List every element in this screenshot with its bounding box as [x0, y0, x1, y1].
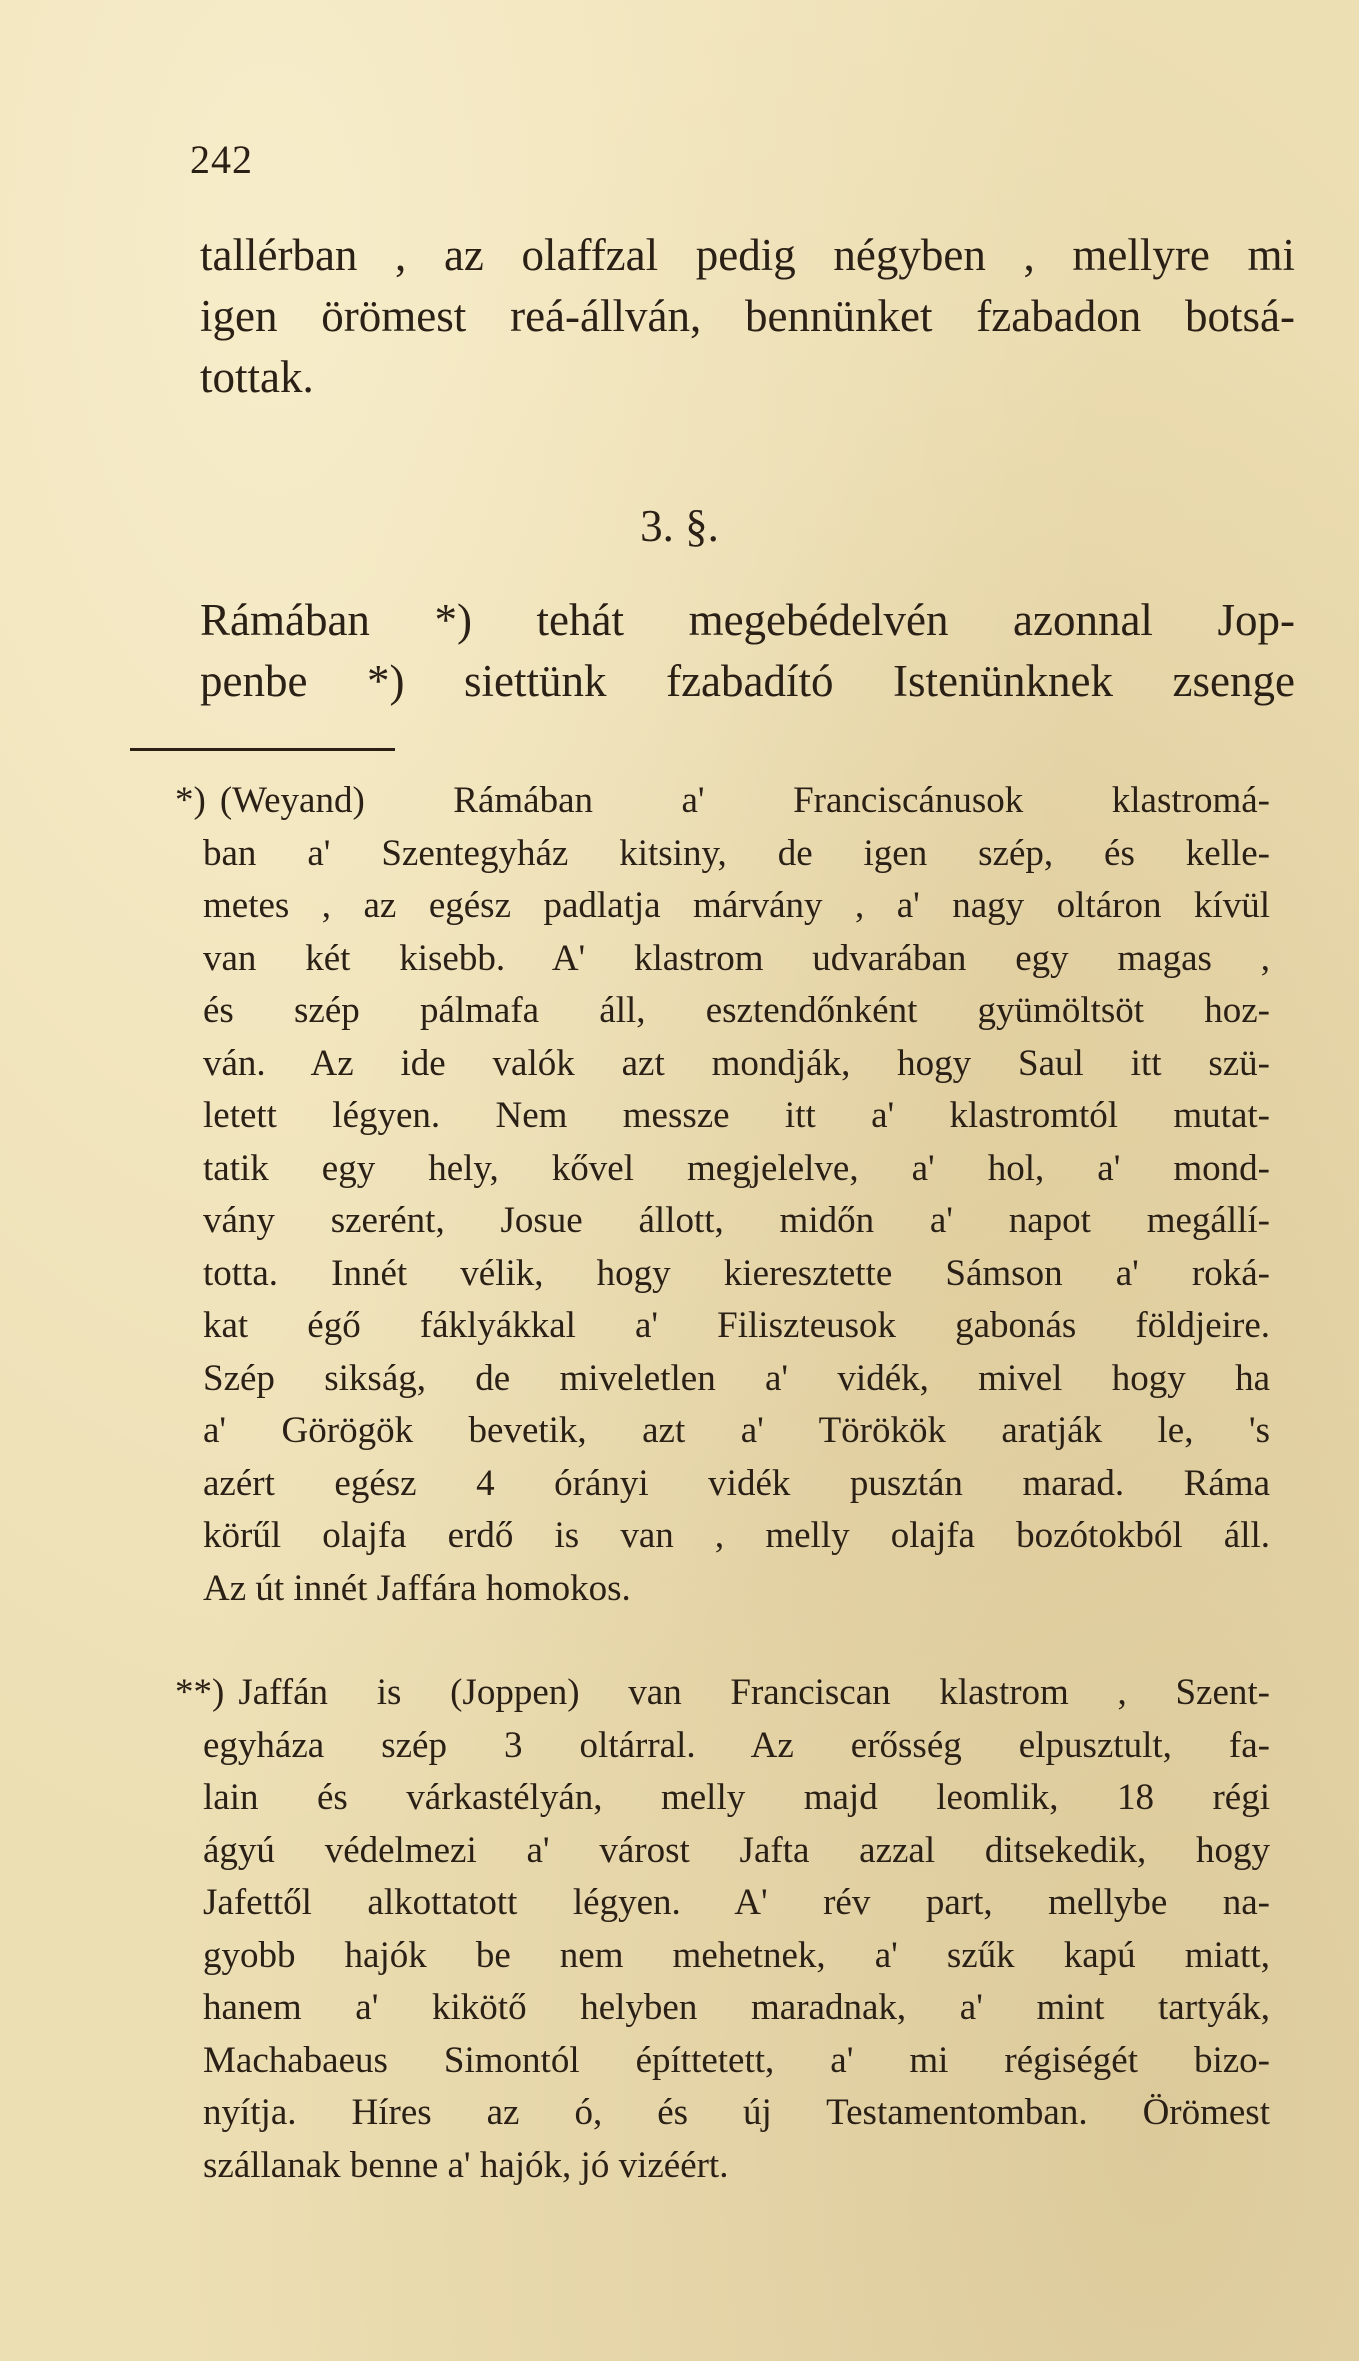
footnote-line: tatik egy hely, kővel megjelelve, a' hol, a' mond- — [203, 1147, 1270, 1189]
footnote-line — [175, 775, 1270, 828]
text-line: tottak. — [200, 352, 314, 402]
section-heading: 3. §. — [640, 501, 719, 551]
text-line: Rámában *) tehát megebédelvén azonnal Jop- — [200, 595, 1295, 645]
footnote-line: körűl olajfa erdő is van , melly olajfa bozótokból áll. — [203, 1515, 1270, 1556]
top-paragraph — [200, 225, 1295, 408]
footnote-text: (Weyand) Rámában a' Franciscánusok klastromá- — [219, 780, 1270, 821]
text-line: igen örömest reá-állván, bennünket fzabadon botsá- — [200, 291, 1295, 341]
footnote-line: lain és várkastélyán, melly majd leomlik, 18 régi — [203, 1777, 1270, 1818]
footnote-line: Az út innét Jaffára homokos. — [203, 1567, 631, 1609]
footnote-line: azért egész 4 órányi vidék pusztán marad. Ráma — [203, 1462, 1270, 1504]
footnote-marker: *) — [175, 780, 206, 821]
footnote-line: van két kisebb. A' klastrom udvarában egy magas , — [203, 937, 1270, 979]
footnote-line: és szép pálmafa áll, esztendőnként gyümöltsöt hoz- — [203, 990, 1270, 1031]
footnote-line: metes , az egész padlatja márvány , a' nagy oltáron kívül — [203, 885, 1270, 926]
footnote-line: Szép sikság, de miveletlen a' vidék, mivel hogy ha — [203, 1357, 1270, 1399]
footnote-line: a' Görögök bevetik, azt a' Törökök aratják le, 's — [203, 1410, 1270, 1451]
footnote-1 — [175, 775, 1270, 1615]
footnote-line: gyobb hajók be nem mehetnek, a' szűk kapú miatt, — [203, 1934, 1270, 1976]
section-paragraph — [200, 590, 1295, 712]
text-line: penbe *) siettünk fzabadító Istenünknek zsenge — [200, 656, 1295, 706]
footnote-line: totta. Innét vélik, hogy kieresztette Sámson a' roká- — [203, 1252, 1270, 1294]
footnote-line: ván. Az ide valók azt mondják, hogy Saul itt szü- — [203, 1042, 1270, 1084]
text-line: tallérban , az olaffzal pedig négyben , mellyre mi — [200, 230, 1295, 280]
footnote-rule — [130, 748, 395, 751]
footnote-line: vány szerént, Josue állott, midőn a' napot megállí- — [203, 1200, 1270, 1241]
footnote-line: kat égő fáklyákkal a' Filiszteusok gabonás földjeire. — [203, 1305, 1270, 1346]
footnote-line: Machabaeus Simontól építtetett, a' mi régiségét bizo- — [203, 2039, 1270, 2081]
page-number: 242 — [190, 137, 253, 182]
footnote-line: Jafettől alkottatott légyen. A' rév part, mellybe na- — [203, 1882, 1270, 1923]
footnote-line: letett légyen. Nem messze itt a' klastromtól mutat- — [203, 1095, 1270, 1136]
footnote-line: ban a' Szentegyház kitsiny, de igen szép, és kelle- — [203, 832, 1270, 874]
footnote-line: hanem a' kikötő helyben maradnak, a' mint tartyák, — [203, 1987, 1270, 2028]
footnote-marker: **) — [175, 1672, 225, 1713]
footnote-line: szállanak benne a' hajók, jó vizéért. — [203, 2144, 729, 2186]
footnote-line: egyháza szép 3 oltárral. Az erősség elpusztult, fa- — [203, 1724, 1270, 1766]
footnote-line: nyítja. Híres az ó, és új Testamentomban. Örömest — [203, 2092, 1270, 2133]
footnote-line — [175, 1667, 1270, 1720]
footnote-text: Jaffán is (Joppen) van Franciscan klastrom , Szent- — [238, 1672, 1270, 1713]
footnote-2 — [175, 1667, 1270, 2192]
footnote-line: ágyú védelmezi a' várost Jafta azzal ditsekedik, hogy — [203, 1829, 1270, 1871]
